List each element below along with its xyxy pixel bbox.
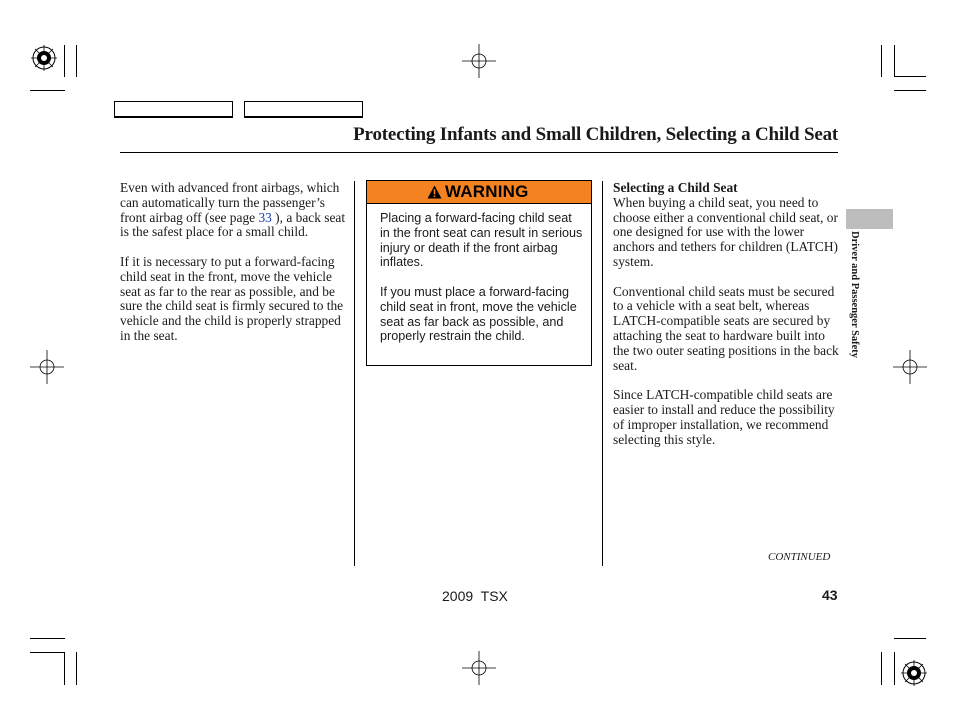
right-para-1: When buying a child seat, you need to choose either a conventional child seat, or one designed for use with the lower anchors and tethers for children (LATCH) system. (613, 194, 838, 269)
crop-mark (30, 90, 65, 91)
header-tab-box (114, 101, 233, 118)
crop-mark (30, 638, 65, 639)
title-rule (120, 152, 838, 153)
crop-mark (894, 76, 926, 77)
crop-mark (894, 45, 895, 77)
right-para-2: Conventional child seats must be secured to a vehicle with a seat belt, whereas LATCH-compatible seats are secured by attaching the seat to hardware built into the two outer seating positions in the back seat. (613, 283, 839, 373)
crop-mark (30, 652, 65, 653)
page-link[interactable]: 33 (258, 209, 272, 225)
warning-body (380, 211, 585, 359)
warning-box (366, 180, 592, 366)
column-divider (354, 181, 355, 566)
crop-mark (64, 652, 65, 685)
registration-target-icon (901, 660, 927, 686)
warning-para-2: If you must place a forward-facing child seat in front, move the vehicle seat as far back as possible, and properly restrain the child. (380, 284, 577, 344)
page-title: Protecting Infants and Small Children, Selecting a Child Seat (353, 124, 838, 145)
left-para-2: If it is necessary to put a forward-facing child seat in the front, move the vehicle seat as far to the rear as possible, and be sure the child seat is firmly secured to the vehicle and the child is properly strapped in the seat. (120, 253, 344, 343)
warning-label: WARNING (445, 182, 529, 201)
section-heading: Selecting a Child Seat (613, 180, 738, 195)
warning-header (367, 181, 591, 204)
right-para-3: Since LATCH-compatible child seats are easier to install and reduce the possibility of improper installation, we recommend selecting this style. (613, 387, 835, 447)
continued-label: CONTINUED (768, 551, 831, 563)
crop-mark (76, 652, 77, 685)
crosshair-icon (462, 651, 496, 685)
crop-mark (76, 45, 77, 77)
crosshair-icon (893, 350, 927, 384)
registration-target-icon (31, 45, 57, 71)
header-tab-box (244, 101, 363, 118)
crop-mark (881, 45, 882, 77)
crop-mark (894, 638, 926, 639)
section-tab (846, 209, 893, 229)
left-para-1-text: Even with advanced front airbags, which can automatically turn the passenger’s front airbag off (see page (120, 180, 340, 225)
section-tab-label: Driver and Passenger Safety (849, 231, 860, 359)
warning-para-1: Placing a forward-facing child seat in the front seat can result in serious injury or death if the front airbag inflates. (380, 211, 583, 270)
crop-mark (64, 45, 65, 77)
warning-triangle-icon (427, 185, 442, 199)
crop-mark (881, 652, 882, 685)
crop-mark (894, 652, 895, 685)
column-divider (602, 181, 603, 566)
left-column (120, 181, 352, 359)
crosshair-icon (462, 44, 496, 78)
crosshair-icon (30, 350, 64, 384)
left-para-1 (120, 181, 352, 240)
left-para-1-text-end: ), a back seat is the safest place for a small child. (120, 209, 346, 240)
crop-mark (894, 90, 926, 91)
footer-model: 2009 TSX (442, 588, 508, 604)
page-number: 43 (822, 587, 838, 603)
right-column (613, 181, 839, 462)
